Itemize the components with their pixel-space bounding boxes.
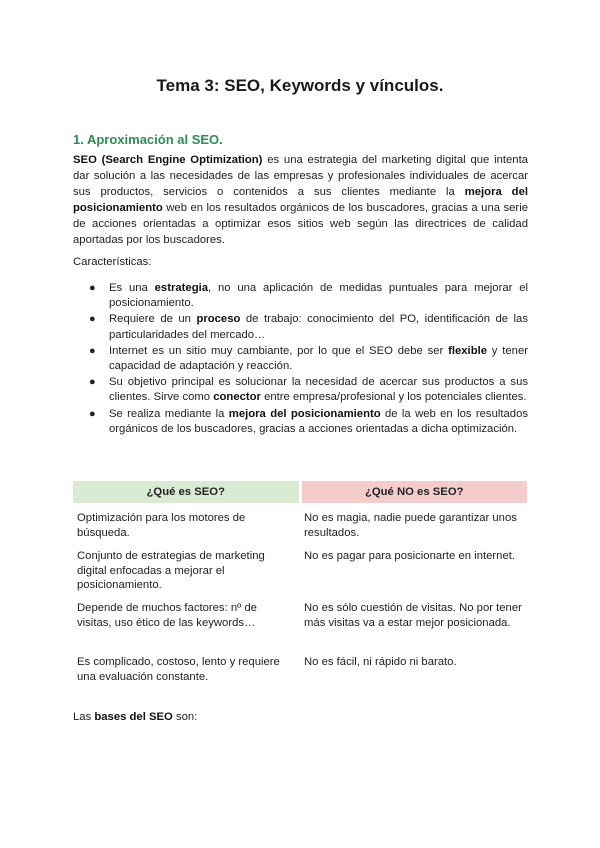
characteristics-label: Características: xyxy=(73,256,152,268)
table-row xyxy=(73,593,527,647)
table-cell: No es magia, nadie puede garantizar unos resultados. xyxy=(304,512,517,539)
table-row xyxy=(73,647,527,687)
bases-paragraph: Las bases del SEO son: xyxy=(73,711,198,723)
table-cell: No es pagar para posicionarte en internet. xyxy=(304,550,516,562)
table-cell: Conjunto de estrategias de marketing digital enfocadas a mejorar el posicionamiento. xyxy=(77,550,265,591)
header-what-is-not-seo: ¿Qué NO es SEO? xyxy=(300,481,527,503)
bullet-icon: ● xyxy=(89,344,96,357)
seo-term: SEO (Search Engine Optimization) xyxy=(73,154,263,166)
table-row xyxy=(73,541,527,593)
table-cell: No es sólo cuestión de visitas. No por tener más visitas va a estar mejor posicionada. xyxy=(304,602,522,629)
list-item: ● Se realiza mediante la mejora del posicionamiento de la web en los resultados orgánicos de los buscadores, gracias a acciones orientadas a dicha optimización. xyxy=(89,407,528,435)
intro-paragraph xyxy=(73,152,528,248)
seo-comparison-table xyxy=(73,481,527,687)
bases-bold: bases del SEO xyxy=(94,711,173,723)
table-cell: Es complicado, costoso, lento y requiere una evaluación constante. xyxy=(77,656,280,683)
bullet-icon: ● xyxy=(89,282,96,294)
table-cell: Optimización para los motores de búsqueda. xyxy=(77,512,246,539)
bullet-icon: ● xyxy=(89,376,96,389)
bullet-icon: ● xyxy=(89,407,96,420)
intro-bold-1: mejora del posicionamiento xyxy=(73,186,528,214)
header-what-is-seo: ¿Qué es SEO? xyxy=(73,481,300,503)
table-cell: Depende de muchos factores: nº de visitas, uso ético de las keywords… xyxy=(77,602,257,629)
document-title: Tema 3: SEO, Keywords y vínculos. xyxy=(156,76,444,95)
list-item: ● Su objetivo principal es solucionar la necesidad de acercar sus productos a sus clientes. Sirve como conector entre empresa/profesional y los potenciales clientes. xyxy=(89,376,528,404)
list-item: ● Es una estrategia, no una aplicación de medidas puntuales para mejorar el posicionamiento. xyxy=(89,282,528,310)
characteristics-list xyxy=(73,281,528,438)
intro-text-2: web en los resultados orgánicos de los buscadores, gracias a una serie de acciones orientadas a optimizar esos sitios web según las directrices de calidad aportadas por los buscadores. xyxy=(73,202,528,246)
list-item: ● Internet es un sitio muy cambiante, por lo que el SEO debe ser flexible y tener capacidad de adaptación y reacción. xyxy=(89,344,528,373)
table-header-row xyxy=(73,481,527,503)
section-heading: 1. Aproximación al SEO. xyxy=(73,132,223,147)
list-item: ● Requiere de un proceso de trabajo: conocimiento del PO, identificación de las particularidades del mercado… xyxy=(89,313,528,341)
intro-text-1: es una estrategia del marketing digital que intenta dar solución a las necesidades de las empresas y profesionales individuales de acercar sus productos, servicios o contenidos a sus clientes mediante la xyxy=(73,154,528,198)
table-row xyxy=(73,503,527,541)
table-cell: No es fácil, ni rápido ni barato. xyxy=(304,656,457,668)
bullet-icon: ● xyxy=(89,313,96,326)
